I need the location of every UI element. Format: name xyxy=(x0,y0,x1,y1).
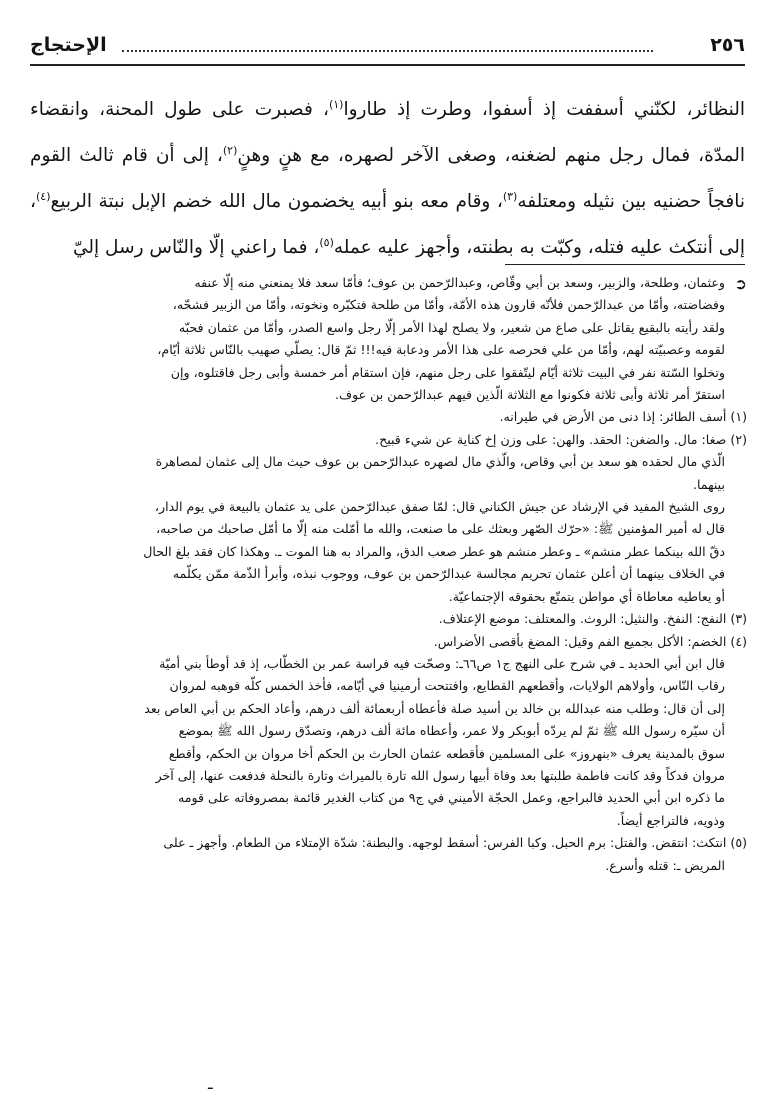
footnote-2: (٢) صغا: مال. والضغن: الحقد. والهن: على وزن إخ كناية عن شيء قبيح. xyxy=(375,431,747,447)
footnote-line: وذويه، فالتراجع أيضاً. xyxy=(616,812,725,828)
footnote-line: وفضاضته، وأمّا من عبدالرّحمن فلأنّه قارون هذه الأمّة، وأمّا من طلحة فتكبّره ونخوته، وأمّا من الزبير فشحّه، xyxy=(172,297,725,313)
footnote-line: الّذي مال لحقده هو سعد بن أبي وقاص، والّذي مال لصهره عبدالرّحمن بن عوف حيث مال إلى عثمان لمصاهرة xyxy=(155,454,725,470)
footnote-1: (١) أسف الطائر: إذا دنى من الأرض في طيرانه. xyxy=(499,409,747,425)
main-text xyxy=(30,84,745,269)
footnote-ref-3: (٣) xyxy=(502,190,518,204)
text-segment: ، إلى أنتكث عليه فتله، وكبّت به بطنته، وأجهز عليه عمله xyxy=(30,191,745,259)
footnote-line: دقّ الله بينكما عطر منشم» ـ وعطر منشم هو عطر صعب الدق، والمراد به هنا الموت ـ. وهكذا كان فقد بلغ الحال xyxy=(143,543,725,559)
footnote-separator xyxy=(505,264,745,265)
footnote-line: ولقد رأيته بالبقيع يقاتل على صاع من شعير، ولا يصلح لهذا الأمر إلّا رجل واسع الصدر، وأمّا من عثمان فحبّه xyxy=(178,319,725,335)
footnote-line: وتخلوا السّتة نفر في البيت ثلاثة أيّام ليتّفقوا على رجل منهم، فإن استقام أمر خمسة وأبى رجل فاقتلوه، وإن xyxy=(170,364,725,380)
footnote-5-body xyxy=(30,855,747,877)
footnote-line: روى الشيخ المفيد في الإرشاد عن جيش الكناني قال: لمّا صفق عبدالرّحمن على يد عثمان بالبيعة في يوم الدار، xyxy=(154,499,725,515)
footnote-ref-4: (٤) xyxy=(35,190,51,204)
page-number: ٢٥٦ xyxy=(710,34,745,56)
text-segment: ، فما راعني إلّا والنّاس رسل إليّ xyxy=(72,237,320,259)
footnote-line: وعثمان، وطلحة، والزبير، وسعد بن أبي وقّاص، وعبدالرّحمن بن عوف؛ فأمّا سعد فلا يمنعني منه إلّا عنفه xyxy=(194,275,725,290)
footnote-line: رقاب النّاس، وأولاهم الولايات، وأقطعهم القطايع، وافتتحت أرمينيا في أيّامه، فأخذ الخمس كلّه فوهبه لمروان xyxy=(169,678,725,694)
footnote-line: استقرّ أمر ثلاثة وأبى ثلاثة فكونوا مع الثلاثة الّذين فيهم عبدالرّحمن بن عوف. xyxy=(335,387,725,403)
footnote-line: قال ابن أبي الحديد ـ في شرح على النهج ج١ ص٦٦ـ: وصحّت فيه فراسة عمر بن الخطّاب، إذ قد أوطأ بني أميّة xyxy=(159,655,725,671)
footnote-line: في الخلاف بينهما أن أعلن عثمان تحريم مجالسة عبدالرّحمن بن عوف، ووجوب نبذه، وأبرأ الذّمة ممّن يكلّمه xyxy=(172,566,725,582)
footnote-line: المريض ـ: قتله وأسرع. xyxy=(605,857,725,873)
footnote-line: ما ذكره ابن أبي الحديد فالبراجع، وعمل الحجّة الأميني في ج٩ من كتاب الغدير قائمة بمصروفاته على قومه xyxy=(177,790,725,806)
footnotes xyxy=(30,272,747,877)
text-segment: ، إلى أن قام ثالث القوم نافجاً حضنيه بين نثيله ومعتلفه xyxy=(30,145,745,213)
bottom-mark: ـ xyxy=(208,1074,213,1093)
book-title: الإحتجاج xyxy=(30,34,107,56)
footnote-4-body xyxy=(30,653,747,832)
running-header xyxy=(30,34,745,62)
footnote-line: مروان فدكاً وقد كانت فاطمة طلبتها بعد وفاة أبيها رسول الله تارة بالميراث وتارة بالنحلة فدفعت عنها، إلى آخر xyxy=(155,767,725,783)
footnote-3: (٣) النفج: النفخ. والنثيل: الروث. والمعتلف: موضع الإعتلاف. xyxy=(438,611,747,627)
footnote-5: (٥) انتكث: انتقض. والفتل: برم الحبل. وكبا الفرس: أسقط لوجهه. والبطنة: شدّة الإمتلاء من الطعام. وأجهز ـ على xyxy=(163,835,747,851)
footnote-line: سوق بالمدينة يعرف «بنهروز» على المسلمين فأقطعه عثمان الحارث بن الحكم أخا مروان بن الحكم، وأقطع xyxy=(168,745,725,761)
footnote-continuation xyxy=(30,272,747,406)
text-segment: ، وقام معه بنو أبيه يخضمون مال الله خضم الإبل نبتة الربيع xyxy=(50,191,503,213)
text-segment: النظائر، لكنّني أسففت إذ أسفوا، وطرت إذ طاروا xyxy=(343,99,745,121)
footnote-4: (٤) الخضم: الأكل بجميع الفم وقيل: المضغ بأقصى الأضراس. xyxy=(433,633,747,649)
text-segment: ، فصبرت على طول المحنة، وانقضاء المدّة، فمال رجل منهم لضغنه، وصغى الآخر لصهره، مع هنٍ وهنٍ xyxy=(30,99,746,167)
continuation-arrow-icon: ➲ xyxy=(734,275,747,293)
header-rule xyxy=(30,64,745,66)
footnote-line: أن سيّره رسول الله ﷺ ثمّ لم يردّه أبوبكر ولا عمر، وأعطاه مائة ألف درهم، وتصدّق رسول الله ﷺ بموضع xyxy=(178,723,725,739)
header-dotted-leader xyxy=(122,34,653,52)
footnote-2-body xyxy=(30,451,747,608)
main-paragraph xyxy=(30,84,745,269)
footnote-line: بينهما. xyxy=(692,476,725,492)
footnote-line: قال له أمير المؤمنين ﷺ: «حرّك الصّهر وبعثك على ما صنعت، والله ما أمّلت منه إلّا ما أمّل صاحبك من صاحبه، xyxy=(156,521,725,537)
footnote-line: إلى أن قال: وطلب منه عبدالله بن خالد بن أسيد صلة فأعطاه أربعمائة ألف درهم، وأعاد الحكم بن أبي العاص بعد xyxy=(144,700,725,716)
footnote-ref-2: (٢) xyxy=(222,144,238,158)
footnote-ref-1: (١) xyxy=(328,98,344,111)
footnote-ref-5: (٥) xyxy=(319,236,334,250)
footnote-line: لقومه وعصبيّته لهم، وأمّا من علي فحرصه على هذا الأمر ودعابة فيه!!! ثمّ قال: يصلّي صهيب بالنّاس ثلاثة أيّام، xyxy=(157,342,725,358)
footnote-line: أو يعاطيه معاطاة أي مواطن يتمتّع بحقوقه الإجتماعيّة. xyxy=(448,588,725,604)
